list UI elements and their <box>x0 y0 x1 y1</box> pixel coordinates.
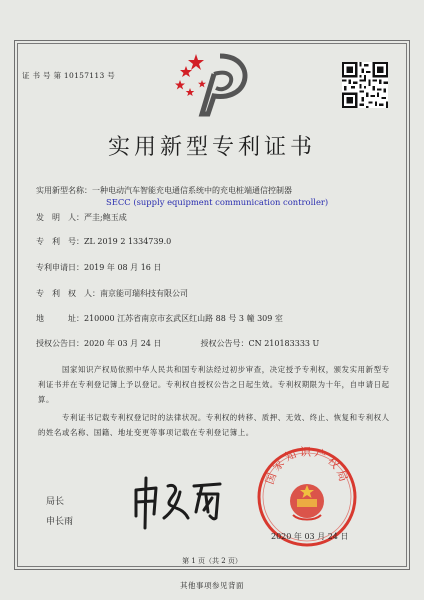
inventor-label: 发 明 人： <box>36 213 84 222</box>
page-number: 第 1 页（共 2 页） <box>182 557 242 565</box>
utility-model-name-label: 实用新型名称： <box>36 186 92 195</box>
utility-model-name-value: 一种电动汽车智能充电通信系统中的充电桩端通信控制器 <box>92 186 292 195</box>
patentee-value: 南京能可瑞科技有限公司 <box>100 289 188 298</box>
address-row <box>36 313 283 324</box>
patent-number-row <box>36 236 171 247</box>
national-emblem-icon <box>290 484 324 520</box>
certificate-number: 证 书 号 第 10157113 号 <box>22 71 115 80</box>
grant-number-value: CN 210183333 U <box>248 339 320 348</box>
patentee-label: 专 利 权 人： <box>36 289 100 298</box>
seal-date: 2020 年 03 月 24 日 <box>271 532 349 541</box>
patent-number-label: 专 利 号： <box>36 237 84 246</box>
patent-number-value: ZL 2019 2 1334739.0 <box>84 237 172 246</box>
director-title: 局长 <box>46 497 65 507</box>
qr-code-icon <box>342 62 388 108</box>
address-label: 地 址： <box>36 314 84 323</box>
footer-note: 其他事项参见背面 <box>180 581 244 590</box>
grant-row <box>36 338 319 349</box>
grant-statement-paragraph: 国家知识产权局依照中华人民共和国专利法经过初步审查，决定授予专利权，颁发实用新型专利证书并在专利登记簿上予以登记。专利权自授权公告之日起生效。专利权期限为十年，自申请日起算。 <box>38 365 390 405</box>
filing-date-row <box>36 262 161 273</box>
legal-status-paragraph: 专利证书记载专利权登记时的法律状况。专利权的转移、质押、无效、终止、恢复和专利权人的姓名或名称、国籍、地址变更等事项记载在专利登记簿上。 <box>38 413 390 438</box>
english-annotation: SECC (supply equipment communication controller) <box>106 197 329 207</box>
director-name: 申长雨 <box>46 517 74 527</box>
handwritten-signature <box>128 472 228 532</box>
filing-date-label: 专利申请日： <box>36 263 84 272</box>
utility-model-name-row <box>36 185 292 196</box>
inventor-value: 严圭;鲍玉成 <box>84 213 127 222</box>
cnipa-logo-icon <box>168 48 250 120</box>
grant-date-label: 授权公告日： <box>36 339 84 348</box>
seal-text: 国家知识产权局 <box>263 445 351 487</box>
patentee-row <box>36 288 188 299</box>
filing-date-value: 2019 年 08 月 16 日 <box>84 263 162 272</box>
certificate-title: 实用新型专利证书 <box>107 135 316 160</box>
grant-number-label: 授权公告号： <box>200 339 249 348</box>
inventor-row <box>36 212 127 223</box>
address-value: 210000 江苏省南京市玄武区红山路 88 号 3 幢 309 室 <box>84 314 283 323</box>
grant-date-value: 2020 年 03 月 24 日 <box>84 339 162 348</box>
